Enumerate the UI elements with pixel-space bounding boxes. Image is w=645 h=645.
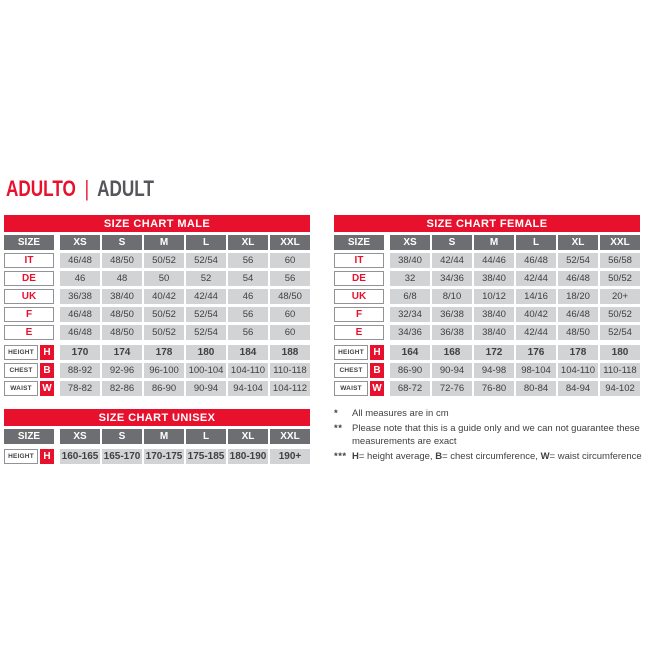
- measure-value-cell: 190+: [270, 449, 310, 464]
- country-label-cell: F: [334, 307, 384, 322]
- size-value-cell: 42/44: [186, 289, 226, 304]
- measure-label-group: [4, 363, 54, 378]
- footnote: [334, 450, 645, 464]
- measure-value-cell: 164: [390, 345, 430, 360]
- measure-label-group: [4, 381, 54, 396]
- page-title: [6, 176, 154, 202]
- measure-label-group: [334, 363, 384, 378]
- table-title-bar: SIZE CHART FEMALE: [334, 215, 640, 232]
- footnote-segment: = waist circumference: [549, 450, 642, 462]
- size-value-cell: 56: [228, 307, 268, 322]
- size-value-cell: 48/50: [102, 307, 142, 322]
- size-chart-unisex-table: [4, 409, 310, 467]
- footnote-marker: *: [334, 408, 339, 419]
- size-value-cell: 46: [228, 289, 268, 304]
- country-size-row: [334, 271, 640, 286]
- size-value-cell: 56: [228, 325, 268, 340]
- footnote-text: [352, 407, 645, 421]
- country-size-row: [4, 271, 310, 286]
- measure-value-cell: 92-96: [102, 363, 142, 378]
- measure-value-cell: 100-104: [186, 363, 226, 378]
- size-value-cell: 50/52: [144, 253, 184, 268]
- size-value-cell: 44/46: [474, 253, 514, 268]
- footnote-text: [352, 422, 645, 449]
- table-title-bar: SIZE CHART UNISEX: [4, 409, 310, 426]
- measure-label-cell: WAIST: [4, 381, 38, 396]
- measure-label-cell: WAIST: [334, 381, 368, 396]
- size-value-cell: 50: [144, 271, 184, 286]
- size-value-cell: 14/16: [516, 289, 556, 304]
- measure-label-group: [4, 449, 54, 464]
- measure-value-cell: 94-102: [600, 381, 640, 396]
- measure-row: [334, 363, 640, 378]
- measure-value-cell: 90-94: [432, 363, 472, 378]
- table-header-row: [4, 235, 310, 250]
- country-label-cell: IT: [334, 253, 384, 268]
- size-value-cell: 50/52: [600, 307, 640, 322]
- country-size-row: [334, 325, 640, 340]
- size-value-cell: 48: [102, 271, 142, 286]
- size-value-cell: 46/48: [60, 325, 100, 340]
- measure-value-cell: 178: [558, 345, 598, 360]
- size-value-cell: 46/48: [60, 307, 100, 322]
- size-value-cell: 6/8: [390, 289, 430, 304]
- column-header-cell: XXL: [270, 235, 310, 250]
- measure-value-cell: 86-90: [390, 363, 430, 378]
- measure-value-cell: 172: [474, 345, 514, 360]
- country-label-cell: UK: [334, 289, 384, 304]
- measure-value-cell: 180-190: [229, 451, 267, 462]
- country-label-cell: F: [4, 307, 54, 322]
- measure-letter-badge: W: [40, 381, 54, 396]
- measure-value-cell: 170: [60, 345, 100, 360]
- size-value-cell: 56: [270, 271, 310, 286]
- column-header-cell: M: [144, 235, 184, 250]
- size-value-cell: 48/50: [102, 325, 142, 340]
- footnote-marker: **: [334, 422, 343, 434]
- measure-label-cell: CHEST: [4, 363, 38, 378]
- size-value-cell: 8/10: [432, 289, 472, 304]
- country-size-row: [4, 253, 310, 268]
- country-label-cell: UK: [4, 289, 54, 304]
- size-value-cell: 38/40: [474, 271, 514, 286]
- measure-value-cell: 82-86: [102, 381, 142, 396]
- measure-label-cell: HEIGHT: [4, 345, 38, 360]
- measure-value-cell: 104-110: [228, 363, 268, 378]
- measure-row: [4, 363, 310, 378]
- measure-label-cell: HEIGHT: [4, 449, 38, 464]
- measure-row: [334, 381, 640, 396]
- size-value-cell: 52/54: [186, 325, 226, 340]
- measure-value-cell: 160-165: [61, 451, 99, 462]
- size-value-cell: 34/36: [390, 325, 430, 340]
- footnote-segment: = chest circumference,: [442, 450, 541, 462]
- table-title-bar: SIZE CHART MALE: [4, 215, 310, 232]
- footnote-segment: = height average,: [358, 450, 436, 462]
- column-header-cell: XXL: [270, 429, 310, 444]
- measure-value-cell: 76-80: [474, 381, 514, 396]
- size-value-cell: 60: [270, 325, 310, 340]
- column-header-cell: XL: [228, 235, 268, 250]
- size-value-cell: 18/20: [558, 289, 598, 304]
- measure-letter-badge: W: [370, 381, 384, 396]
- footnote: [334, 407, 645, 421]
- size-chart-male-table: [4, 215, 310, 399]
- size-header-cell: SIZE: [4, 235, 54, 250]
- country-label-cell: E: [334, 325, 384, 340]
- measure-row: [4, 449, 310, 464]
- size-value-cell: 48/50: [102, 253, 142, 268]
- column-header-cell: XL: [558, 235, 598, 250]
- size-value-cell: 60: [270, 253, 310, 268]
- measure-value-cell: 104-110: [558, 363, 598, 378]
- country-size-row: [4, 307, 310, 322]
- size-value-cell: 56: [228, 253, 268, 268]
- measure-value-cell: 80-84: [516, 381, 556, 396]
- measure-label-cell: CHEST: [334, 363, 368, 378]
- size-value-cell: 36/38: [432, 307, 472, 322]
- measure-value-cell: 68-72: [390, 381, 430, 396]
- size-value-cell: 40/42: [144, 289, 184, 304]
- size-value-cell: 36/38: [432, 325, 472, 340]
- size-value-cell: 52: [186, 271, 226, 286]
- size-value-cell: 48/50: [558, 325, 598, 340]
- measure-label-cell: HEIGHT: [334, 345, 368, 360]
- measure-letter-badge: H: [40, 449, 54, 464]
- country-size-row: [4, 289, 310, 304]
- size-value-cell: 56/58: [600, 253, 640, 268]
- measure-value-cell: 86-90: [144, 381, 184, 396]
- country-size-row: [334, 289, 640, 304]
- measure-value-cell: 94-104: [228, 381, 268, 396]
- size-value-cell: 32: [390, 271, 430, 286]
- column-header-cell: L: [186, 429, 226, 444]
- size-value-cell: 38/40: [474, 307, 514, 322]
- country-label-cell: IT: [4, 253, 54, 268]
- column-header-cell: M: [474, 235, 514, 250]
- measure-value-cell: 104-112: [270, 381, 310, 396]
- size-value-cell: 40/42: [516, 307, 556, 322]
- table-header-row: [4, 429, 310, 444]
- size-value-cell: 50/52: [144, 307, 184, 322]
- column-header-cell: S: [102, 235, 142, 250]
- measure-value-cell: 84-94: [558, 381, 598, 396]
- size-value-cell: 48/50: [270, 289, 310, 304]
- size-value-cell: 42/44: [432, 253, 472, 268]
- footnote-segment: B: [435, 450, 443, 462]
- measure-value-cell: 98-104: [516, 363, 556, 378]
- measure-value-cell: 110-118: [600, 363, 640, 378]
- footnote-text: [352, 450, 645, 464]
- measure-value-cell: 178: [144, 345, 184, 360]
- measure-value-cell: 110-118: [270, 363, 310, 378]
- column-header-cell: XS: [60, 429, 100, 444]
- size-value-cell: 52/54: [558, 253, 598, 268]
- page-title-divider: |: [84, 176, 90, 201]
- country-label-cell: DE: [334, 271, 384, 286]
- page-title-primary: ADULTO: [6, 176, 76, 201]
- measure-value-cell: 72-76: [432, 381, 472, 396]
- page-title-secondary: ADULT: [97, 176, 154, 201]
- measure-value-cell: 175-185: [187, 451, 225, 462]
- size-value-cell: 38/40: [102, 289, 142, 304]
- measure-letter-badge: H: [40, 345, 54, 360]
- column-header-cell: S: [102, 429, 142, 444]
- size-value-cell: 10/12: [474, 289, 514, 304]
- column-header-cell: XXL: [600, 235, 640, 250]
- size-value-cell: 50/52: [600, 271, 640, 286]
- country-size-row: [4, 325, 310, 340]
- measure-value-cell: 184: [228, 345, 268, 360]
- column-header-cell: L: [516, 235, 556, 250]
- size-value-cell: 32/34: [390, 307, 430, 322]
- measure-value-cell: 90-94: [186, 381, 226, 396]
- size-value-cell: 34/36: [432, 271, 472, 286]
- measure-row: [4, 345, 310, 360]
- table-header-row: [334, 235, 640, 250]
- column-header-cell: M: [144, 429, 184, 444]
- measure-value-cell: 174: [102, 345, 142, 360]
- size-chart-female-table: [334, 215, 640, 399]
- measure-value-cell: 165-170: [103, 451, 141, 462]
- size-value-cell: 60: [270, 307, 310, 322]
- footnotes: [334, 407, 645, 464]
- measure-value-cell: 170-175: [145, 451, 183, 462]
- size-header-cell: SIZE: [4, 429, 54, 444]
- column-header-cell: XL: [228, 429, 268, 444]
- country-label-cell: E: [4, 325, 54, 340]
- country-label-cell: DE: [4, 271, 54, 286]
- measure-letter-badge: H: [370, 345, 384, 360]
- footnote-marker: ***: [334, 450, 347, 462]
- measure-label-group: [334, 345, 384, 360]
- size-value-cell: 36/38: [60, 289, 100, 304]
- footnote-segment: H: [352, 450, 359, 462]
- measure-label-group: [334, 381, 384, 396]
- country-size-row: [334, 307, 640, 322]
- column-header-cell: XS: [390, 235, 430, 250]
- size-value-cell: 50/52: [144, 325, 184, 340]
- footnote-segment: All measures are in cm: [352, 408, 449, 419]
- footnote-segment: Please note that this is a guide only and we can not guarantee these measurements are exact: [352, 422, 640, 447]
- measure-value-cell: 176: [516, 345, 556, 360]
- measure-value-cell: 78-82: [60, 381, 100, 396]
- measure-value-cell: 96-100: [144, 363, 184, 378]
- size-value-cell: 46: [60, 271, 100, 286]
- size-value-cell: 52/54: [186, 253, 226, 268]
- measure-value-cell: 180: [600, 345, 640, 360]
- size-value-cell: 52/54: [186, 307, 226, 322]
- size-header-cell: SIZE: [334, 235, 384, 250]
- measure-letter-badge: B: [40, 363, 54, 378]
- size-value-cell: 42/44: [516, 271, 556, 286]
- size-value-cell: 52/54: [600, 325, 640, 340]
- measure-letter-badge: B: [370, 363, 384, 378]
- footnote-segment: W: [540, 450, 550, 462]
- size-value-cell: 46/48: [516, 253, 556, 268]
- measure-value-cell: 94-98: [474, 363, 514, 378]
- size-value-cell: 46/48: [60, 253, 100, 268]
- measure-value-cell: 168: [432, 345, 472, 360]
- size-value-cell: 20+: [600, 289, 640, 304]
- column-header-cell: XS: [60, 235, 100, 250]
- size-value-cell: 38/40: [474, 325, 514, 340]
- footnote: [334, 422, 645, 449]
- measure-label-group: [4, 345, 54, 360]
- measure-value-cell: 188: [270, 345, 310, 360]
- size-value-cell: 46/48: [558, 307, 598, 322]
- column-header-cell: L: [186, 235, 226, 250]
- country-size-row: [334, 253, 640, 268]
- measure-row: [4, 381, 310, 396]
- size-value-cell: 54: [228, 271, 268, 286]
- size-value-cell: 38/40: [390, 253, 430, 268]
- column-header-cell: S: [432, 235, 472, 250]
- size-value-cell: 46/48: [558, 271, 598, 286]
- measure-value-cell: 180: [186, 345, 226, 360]
- size-value-cell: 42/44: [516, 325, 556, 340]
- measure-row: [334, 345, 640, 360]
- measure-value-cell: 88-92: [60, 363, 100, 378]
